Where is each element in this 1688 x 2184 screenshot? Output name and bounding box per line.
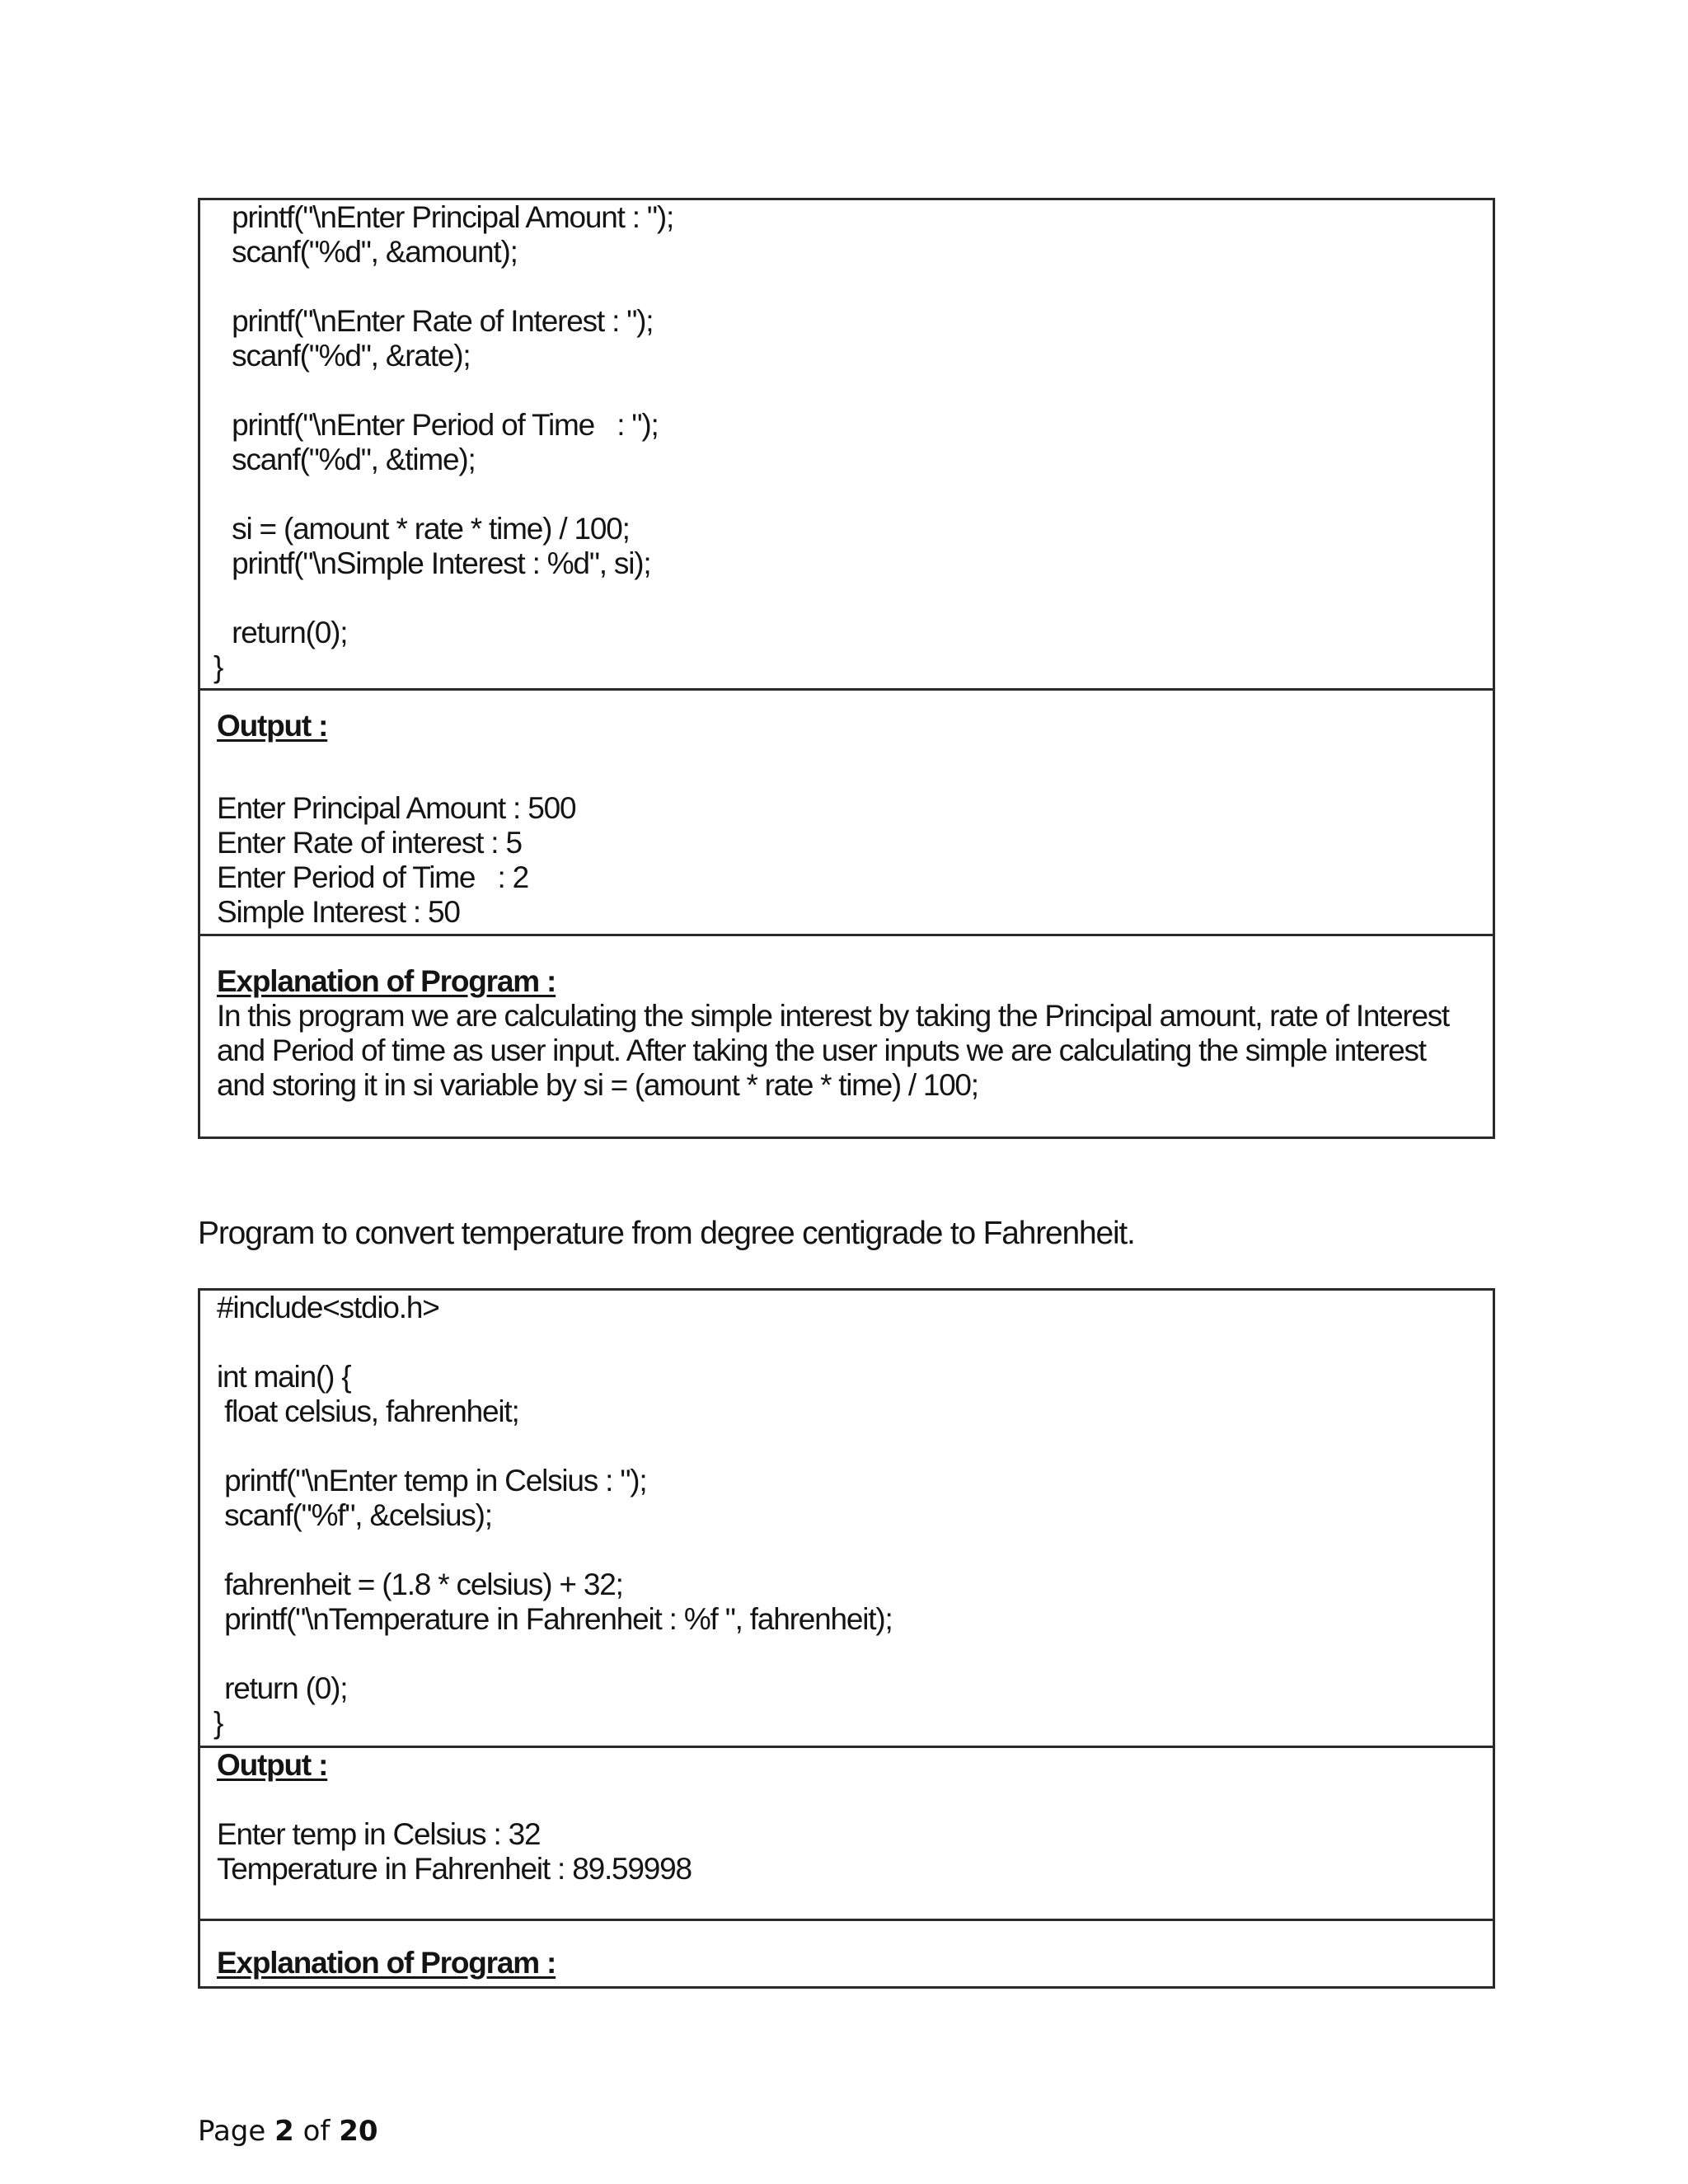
output-line: Enter Principal Amount : 500	[217, 791, 576, 825]
output-line: Enter temp in Celsius : 32	[217, 1817, 541, 1851]
program1-explanation-cell	[200, 934, 1493, 1137]
code-line: return(0);	[217, 616, 348, 649]
program2-box	[198, 1288, 1495, 1989]
program1-box	[198, 198, 1495, 1139]
code-line: printf("\nEnter temp in Celsius : ");	[217, 1464, 647, 1497]
footer-prefix: Page	[198, 2115, 275, 2148]
program1-output-cell	[200, 688, 1493, 934]
program1-code-cell	[200, 200, 1493, 688]
code-line: }	[213, 650, 223, 684]
code-line: scanf("%f", &celsius);	[217, 1498, 492, 1532]
code-line: fahrenheit = (1.8 * celsius) + 32;	[217, 1568, 623, 1601]
code-line: si = (amount * rate * time) / 100;	[217, 512, 630, 546]
output-heading: Output :	[217, 709, 328, 743]
explanation-heading: Explanation of Program :	[217, 964, 556, 998]
program2-explanation-cell	[200, 1919, 1493, 1986]
output-line: Temperature in Fahrenheit : 89.59998	[217, 1852, 692, 1886]
code-line: int main() {	[217, 1360, 351, 1394]
page-total: 20	[339, 2115, 378, 2148]
output-line: Enter Period of Time : 2	[217, 860, 529, 894]
page-footer	[198, 2115, 378, 2148]
code-line: printf("\nEnter Principal Amount : ");	[217, 200, 674, 234]
code-line: #include<stdio.h>	[217, 1291, 439, 1324]
code-line: printf("\nTemperature in Fahrenheit : %f ", fahrenheit);	[217, 1602, 893, 1636]
output-line: Enter Rate of interest : 5	[217, 826, 522, 860]
program2-output-cell	[200, 1746, 1493, 1919]
explanation-heading: Explanation of Program :	[217, 1946, 556, 1980]
code-line: return (0);	[217, 1671, 348, 1705]
explanation-text: In this program we are calculating the simple interest by taking the Principal amount, rate of Interest and Period of time as user input. After taking the user inputs we are calculating the simple interest and storing it in si variable by si = (amount * rate * time) / 100;	[217, 999, 1449, 1102]
program2-code-cell	[200, 1291, 1493, 1746]
page-number: 2	[274, 2115, 294, 2148]
program2-title: Program to convert temperature from degree centigrade to Fahrenheit.	[198, 1216, 1135, 1251]
code-line: }	[213, 1706, 223, 1740]
code-line: float celsius, fahrenheit;	[217, 1394, 519, 1428]
code-line: printf("\nSimple Interest : %d", si);	[217, 546, 651, 580]
code-line: scanf("%d", &time);	[217, 443, 476, 476]
footer-middle: of	[293, 2115, 340, 2148]
output-heading: Output :	[217, 1748, 328, 1782]
code-line: printf("\nEnter Rate of Interest : ");	[217, 304, 654, 338]
code-line: printf("\nEnter Period of Time : ");	[217, 408, 659, 442]
output-line: Simple Interest : 50	[217, 895, 460, 929]
code-line: scanf("%d", &rate);	[217, 339, 471, 373]
code-line: scanf("%d", &amount);	[217, 235, 518, 269]
